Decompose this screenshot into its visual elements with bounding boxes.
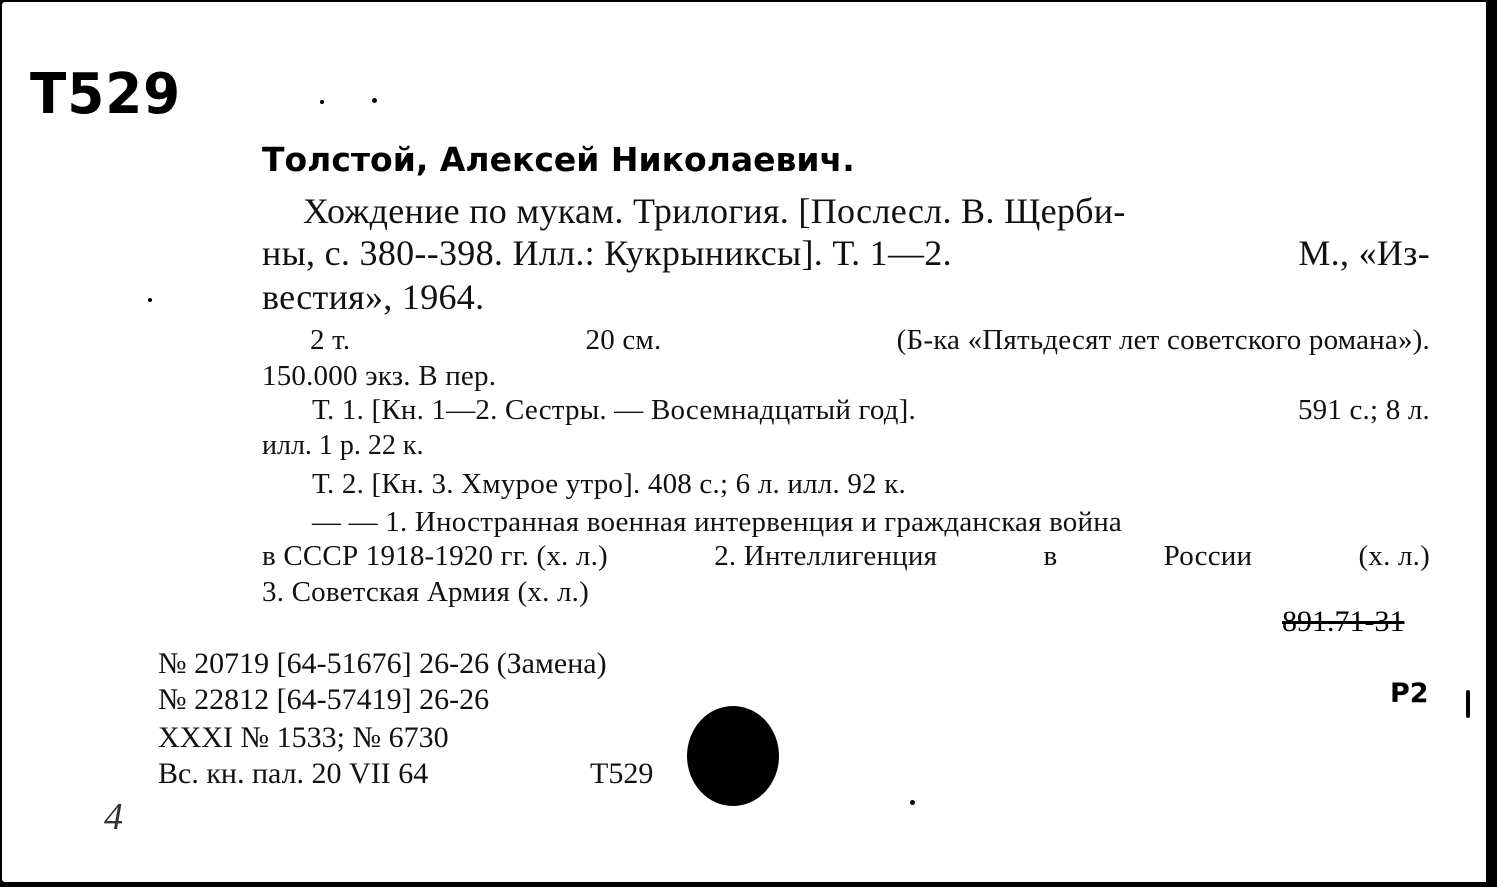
footer-line-4: Вс. кн. пал. 20 VII 64 [158,757,429,790]
series-note: (Б-ка «Пятьдесят лет советского романа»). [896,324,1430,356]
physical-line-1 [310,324,1430,357]
title-line-2-left: ны, с. 380--398. Илл.: Кукрыниксы]. Т. 1—2. [262,233,952,273]
volume1-line-1 [312,394,1430,427]
volume1-contents: Т. 1. [Кн. 1—2. Сестры. — Восемнадцатый год]. [312,394,916,426]
speck [910,800,915,805]
handwritten-shelfmark: T529 [30,62,182,127]
footer-line-2: № 22812 [64-57419] 26-26 [158,683,490,716]
subject-2-d: (х. л.) [1358,540,1430,572]
volume2-line: Т. 2. [Кн. 3. Хмурое утро]. 408 с.; 6 л. илл. 92 к. [312,468,906,500]
title-line-2-right: М., «Из- [1298,233,1430,273]
volume1-line-2: илл. 1 р. 22 к. [262,430,424,461]
footer-line-1: № 20719 [64-51676] 26-26 (Замена) [158,647,607,680]
footer-shelfmark: T529 [590,757,654,790]
handwritten-margin-mark: 4 [104,796,123,838]
subject-2-b: в [1043,540,1058,572]
punch-hole [687,706,779,806]
subjects-line-1: — — 1. Иностранная военная интервенция и гражданская война [312,506,1123,538]
subject-2-a: 2. Интеллигенция [714,540,938,572]
physical-line-2: 150.000 экз. В пер. [262,360,497,392]
volumes-count: 2 т. [310,324,351,356]
size-cm: 20 см. [585,324,662,356]
sigla-mark: P2 [1390,678,1429,709]
subject-1-tail: в СССР 1918-1920 гг. (х. л.) [262,540,608,572]
card-edge-bottom [0,882,1497,887]
edge-mark [1466,690,1470,718]
title-line-2 [262,232,1430,274]
classification-code: 891.71-31 [1282,605,1405,638]
speck [320,100,324,104]
speck [148,298,152,302]
subjects-line-2 [262,540,1430,573]
subjects-line-3: 3. Советская Армия (х. л.) [262,576,589,608]
footer-line-3: XXXI № 1533; № 6730 [158,721,449,754]
volume1-pages: 591 с.; 8 л. [1297,394,1430,426]
card-edge-right [1486,0,1497,887]
author-heading: Толстой, Алексей Николаевич. [262,140,855,179]
speck [372,98,377,103]
title-line-3: вестия», 1964. [262,277,485,317]
title-line-1: Хождение по мукам. Трилогия. [Послесл. В. Щерби- [303,191,1126,231]
subject-2-c: России [1163,540,1253,572]
